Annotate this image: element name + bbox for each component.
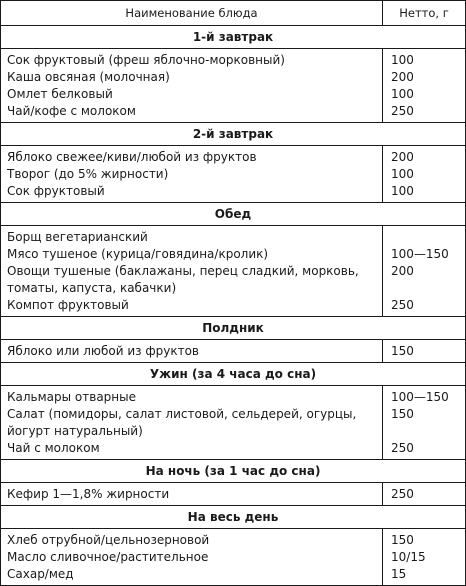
dish-names-cell	[1, 483, 383, 506]
section-second-breakfast	[1, 123, 466, 203]
weights-cell	[383, 226, 466, 317]
dish-name: Мясо тушеное (курица/говядина/кролик)	[7, 247, 269, 261]
dish-weight	[391, 423, 465, 440]
weights-cell	[383, 146, 466, 203]
dish-name: Омлет белковый	[7, 87, 113, 101]
dish-weight: 100	[391, 167, 414, 181]
dish-name: Компот фруктовый	[7, 298, 129, 312]
dish-weight: 100	[391, 184, 414, 198]
dish-name: Кальмары отварные	[7, 390, 137, 404]
dish-name: Овощи тушеные (баклажаны, перец сладкий, морковь,	[7, 264, 359, 278]
section-title: Полдник	[1, 317, 466, 340]
section-title: Ужин (за 4 часа до сна)	[1, 363, 466, 386]
weights-cell	[383, 49, 466, 123]
section-afternoon-snack	[1, 317, 466, 363]
section-title: На весь день	[1, 506, 466, 529]
dish-name: Кефир 1—1,8% жирности	[7, 487, 170, 501]
section-title: 1-й завтрак	[1, 26, 466, 49]
dish-weight: 250	[391, 441, 414, 455]
dish-weight	[391, 280, 465, 297]
section-title: 2-й завтрак	[1, 123, 466, 146]
header-net-weight: Нетто, г	[383, 1, 466, 26]
dish-names-cell	[1, 340, 383, 363]
dish-name: йогурт натуральный)	[7, 424, 143, 438]
section-before-bed	[1, 460, 466, 506]
table-row	[1, 146, 466, 203]
dish-name: Салат (помидоры, салат листовой, сельдерей, огурцы,	[7, 407, 357, 421]
dish-weight: 250	[391, 487, 414, 501]
dish-weight: 100—150	[391, 247, 449, 261]
dish-weight: 200	[391, 150, 414, 164]
section-title: Обед	[1, 203, 466, 226]
table-row	[1, 483, 466, 506]
section-lunch	[1, 203, 466, 317]
section-title: На ночь (за 1 час до сна)	[1, 460, 466, 483]
dish-weight: 100—150	[391, 390, 449, 404]
dish-weight: 100	[391, 87, 414, 101]
dish-weight: 100	[391, 53, 414, 67]
table-row	[1, 386, 466, 460]
weights-cell	[383, 529, 466, 586]
table-row	[1, 340, 466, 363]
dish-names-cell	[1, 226, 383, 317]
weights-cell	[383, 340, 466, 363]
dish-weight: 250	[391, 104, 414, 118]
header-dish-name: Наименование блюда	[1, 1, 383, 26]
weights-cell	[383, 483, 466, 506]
table-row	[1, 226, 466, 317]
section-dinner	[1, 363, 466, 460]
dish-name: Сахар/мед	[7, 567, 74, 581]
dish-name: Хлеб отрубной/цельнозерновой	[7, 533, 210, 547]
weights-cell	[383, 386, 466, 460]
dish-name: Каша овсяная (молочная)	[7, 70, 170, 84]
dish-name: Творог (до 5% жирности)	[7, 167, 169, 181]
table-row	[1, 529, 466, 586]
dish-weight: 150	[391, 533, 414, 547]
dish-weight: 150	[391, 407, 414, 421]
dish-names-cell	[1, 146, 383, 203]
dish-weight: 15	[391, 567, 407, 581]
dish-name: Сок фруктовый	[7, 184, 105, 198]
dish-name: Борщ вегетарианский	[7, 230, 148, 244]
dish-names-cell	[1, 386, 383, 460]
dish-weight: 10/15	[391, 550, 426, 564]
table-row	[1, 49, 466, 123]
dish-weight	[391, 229, 465, 246]
section-first-breakfast	[1, 26, 466, 123]
dish-name: Чай/кофе с молоком	[7, 104, 136, 118]
section-whole-day	[1, 506, 466, 586]
dish-name: Яблоко или любой из фруктов	[7, 344, 199, 358]
dish-name: Чай с молоком	[7, 441, 100, 455]
header-row	[1, 1, 466, 26]
dish-weight: 200	[391, 70, 414, 84]
dish-weight: 150	[391, 344, 414, 358]
dish-weight: 250	[391, 298, 414, 312]
dish-names-cell	[1, 529, 383, 586]
dish-name: Сок фруктовый (фреш яблочно-морковный)	[7, 53, 285, 67]
dish-weight: 200	[391, 264, 414, 278]
dish-name: Яблоко свежее/киви/любой из фруктов	[7, 150, 257, 164]
dish-name: Масло сливочное/растительное	[7, 550, 209, 564]
dish-names-cell	[1, 49, 383, 123]
dish-name: томаты, капуста, кабачки)	[7, 281, 177, 295]
